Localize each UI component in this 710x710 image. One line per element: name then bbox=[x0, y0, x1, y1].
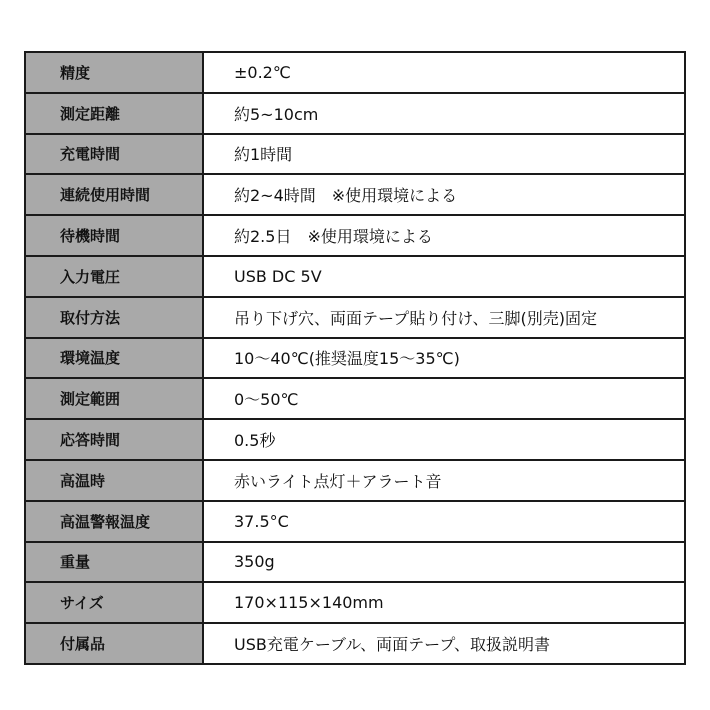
spec-row-accuracy bbox=[26, 53, 684, 94]
spec-row-measuring-range bbox=[26, 379, 684, 420]
spec-value: 10～40℃(推奨温度15～35℃) bbox=[234, 349, 460, 369]
spec-row-weight bbox=[26, 543, 684, 584]
spec-value: 約1時間 bbox=[234, 145, 293, 165]
spec-row-measuring-distance bbox=[26, 94, 684, 135]
spec-value: 350g bbox=[234, 552, 275, 572]
spec-row-response-time bbox=[26, 420, 684, 461]
spec-value: 吊り下げ穴、両面テープ貼り付け、三脚(別売)固定 bbox=[234, 308, 598, 328]
spec-row-accessories bbox=[26, 624, 684, 663]
spec-label: 高温時 bbox=[26, 461, 204, 500]
spec-row-charging-time bbox=[26, 135, 684, 176]
spec-label: 応答時間 bbox=[26, 420, 204, 459]
spec-label: 待機時間 bbox=[26, 216, 204, 255]
spec-label: 重量 bbox=[26, 543, 204, 582]
spec-value: 赤いライト点灯＋アラート音 bbox=[234, 471, 442, 491]
spec-label: 測定距離 bbox=[26, 94, 204, 133]
spec-label: 高温警報温度 bbox=[26, 502, 204, 541]
spec-value: ±0.2℃ bbox=[234, 62, 291, 82]
spec-label: 測定範囲 bbox=[26, 379, 204, 418]
spec-label: 取付方法 bbox=[26, 298, 204, 337]
spec-value: 170×115×140mm bbox=[234, 593, 384, 613]
spec-value: 37.5°C bbox=[234, 511, 289, 531]
spec-row-continuous-use bbox=[26, 175, 684, 216]
spec-value: 0～50℃ bbox=[234, 390, 299, 410]
spec-label: 環境温度 bbox=[26, 339, 204, 378]
spec-row-size bbox=[26, 583, 684, 624]
spec-value: 約5~10cm bbox=[234, 104, 319, 124]
spec-value: 約2~4時間 ※使用環境による bbox=[234, 186, 458, 206]
spec-label: 付属品 bbox=[26, 624, 204, 663]
spec-label: 入力電圧 bbox=[26, 257, 204, 296]
spec-value: USB充電ケーブル、両面テープ、取扱説明書 bbox=[234, 635, 551, 655]
spec-value: USB DC 5V bbox=[234, 266, 322, 286]
spec-label: 精度 bbox=[26, 53, 204, 92]
spec-label: 連続使用時間 bbox=[26, 175, 204, 214]
spec-value: 0.5秒 bbox=[234, 431, 276, 451]
spec-table bbox=[24, 51, 686, 665]
spec-row-mounting bbox=[26, 298, 684, 339]
spec-row-alarm-temp bbox=[26, 502, 684, 543]
spec-row-input-voltage bbox=[26, 257, 684, 298]
spec-row-ambient-temp bbox=[26, 339, 684, 380]
spec-row-high-temp bbox=[26, 461, 684, 502]
spec-value: 約2.5日 ※使用環境による bbox=[234, 227, 433, 247]
spec-label: サイズ bbox=[26, 583, 204, 622]
spec-label: 充電時間 bbox=[26, 135, 204, 174]
spec-row-standby-time bbox=[26, 216, 684, 257]
